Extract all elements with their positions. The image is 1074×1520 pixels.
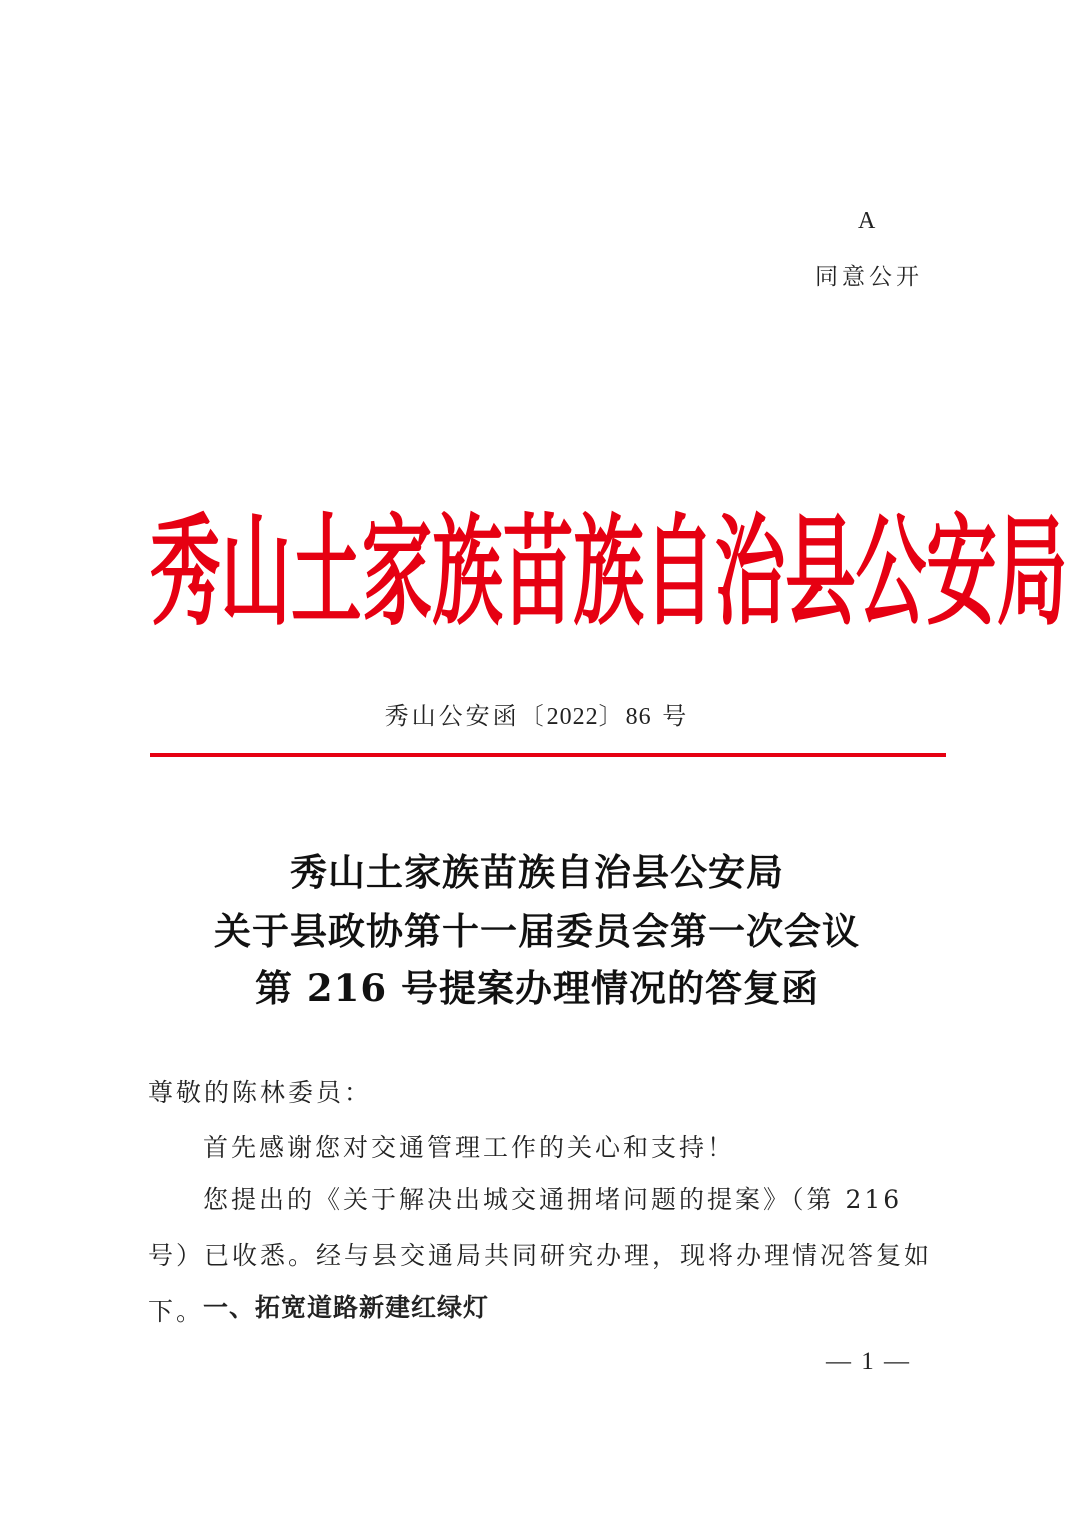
section-heading: 一、拓宽道路新建红绿灯 — [203, 1293, 490, 1322]
title-line-1: 秀山土家族苗族自治县公安局 — [290, 850, 784, 894]
banner-char: 族 — [432, 502, 503, 642]
document-number — [0, 696, 1074, 731]
title-line-2: 关于县政协第十一届委员会第一次会议 — [214, 909, 860, 953]
banner-char: 苗 — [502, 502, 574, 642]
banner-char: 秀 — [150, 502, 221, 642]
disclosure-status: 同意公开 — [815, 264, 923, 290]
banner-char: 安 — [926, 502, 997, 642]
banner-char: 山 — [220, 502, 292, 642]
docno-suffix: 号 — [651, 702, 690, 730]
salutation: 尊敬的陈林委员： — [148, 1078, 373, 1107]
docno-prefix: 秀山公安函〔 — [384, 702, 547, 730]
docno-year: 2022 — [546, 704, 599, 730]
title-line-3: 第 216 号提案办理情况的答复函 — [255, 966, 819, 1010]
banner-char: 治 — [714, 502, 786, 642]
banner-char: 家 — [361, 502, 433, 642]
banner-char: 土 — [291, 502, 362, 642]
page-number: — 1 — — [826, 1348, 911, 1375]
red-divider — [150, 753, 946, 757]
org-banner — [150, 477, 1068, 648]
banner-char: 局 — [996, 502, 1068, 642]
banner-char: 族 — [573, 502, 644, 642]
docno-number: 86 — [625, 704, 652, 730]
banner-char: 自 — [643, 502, 715, 642]
paragraph-receipt: 您提出的《关于解决出城交通拥堵问题的提案》（第 216 号）已收悉。经与县交通局共同研究办理，现将办理情况答复如下。 — [148, 1185, 933, 1326]
paragraph-thanks: 首先感谢您对交通管理工作的关心和支持！ — [203, 1133, 736, 1162]
grade-mark: A — [858, 208, 876, 234]
banner-char: 公 — [855, 502, 927, 642]
docno-mid: 〕 — [598, 702, 626, 730]
banner-char: 县 — [785, 502, 856, 642]
